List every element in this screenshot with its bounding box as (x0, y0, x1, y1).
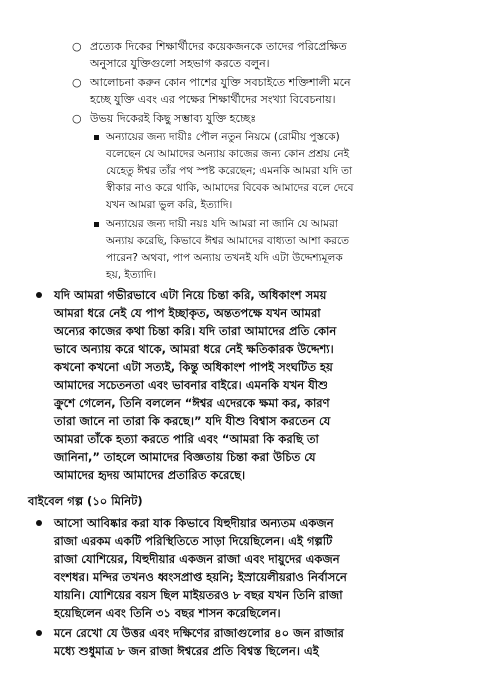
argument-item (54, 129, 457, 214)
hollow-bullet-icon: ○ (72, 76, 82, 89)
text-line: আলোচনা করুন কোন পাশের যুক্তি সবচাইতে শক্তিশালী মনে (90, 76, 351, 89)
text-line: আমাদের সচেতনতা এবং ভাবনার বাইরে। এমনকি যখন যীশু (54, 378, 328, 392)
text-line: ক্রুশে গেলেন, তিনি বললেন “ঈশ্বর এদেরকে ক্ষমা কর, কারণ (54, 396, 330, 410)
argument-item (54, 216, 457, 284)
discussion-step (54, 110, 457, 127)
story-point (24, 624, 457, 660)
square-bullet-icon (94, 222, 99, 227)
text-line: হয়েছিলেন এবং তিনি ৩১ বছর শাসন করেছিলেন। (54, 606, 281, 620)
filled-bullet-icon (36, 630, 42, 636)
text-line: মনে রেখো যে উত্তর এবং দক্ষিণের রাজাগুলোর ৪০ জন রাজার (54, 626, 344, 640)
text-line: যদি আমরা গভীরভাবে এটা নিয়ে চিন্তা করি, অধিকাংশ সময় (54, 288, 327, 302)
text-line: যায়নি। যোশিয়ের বয়স ছিল মাইয়তরও ৮ বছর যখন তিনি রাজা (54, 588, 343, 602)
text-line: হয়, ইত্যাদি। (106, 269, 157, 281)
story-point (24, 514, 457, 622)
text-line: পারেন? অথবা, পাপ অন্যায় তখনই যদি এটা উদ্দেশ্যমূলক (106, 252, 343, 264)
section-heading: বাইবেল গল্প (১০ মিনিট) (28, 494, 143, 508)
text-line: যেহেতু ঈশ্বর তাঁর পথ স্পষ্ট করেছেন; এমনকি আমরা যদি তা (106, 165, 353, 177)
text-line: বংশধর। মন্দির তখনও ধ্বংসপ্রাপ্ত হয়নি; ইস্রায়েলীয়রাও নির্বাসনে (54, 570, 347, 584)
text-line: আমাদের হৃদয় আমাদের প্রতারিত করেছে। (54, 468, 246, 482)
filled-bullet-icon (36, 292, 42, 298)
text-line: মধ্যে শুধুমাত্র ৮ জন রাজা ঈশ্বরের প্রতি বিশ্বস্ত ছিলেন। এই (54, 644, 319, 658)
text-line: তারা জানে না তারা কি করছে।” যদি যীশু বিশ্বাস করতেন যে (54, 414, 331, 428)
text-line: উভয় দিকেরই কিছু সম্ভাব্য যুক্তি হচ্ছেঃ (90, 112, 257, 125)
text-line: প্রত্যেক দিকের শিক্ষার্থীদের কয়েকজনকে তাদের পরিপ্রেক্ষিত (90, 40, 347, 53)
discussion-step (54, 38, 457, 72)
text-line: আমরা ধরে নেই যে পাপ ইচ্ছাকৃত, অন্ততপক্ষে যখন আমরা (54, 306, 321, 320)
text-line: অন্যায় করেছি, কিভাবে ঈশ্বর আমাদের বাধ্যতা আশা করতে (106, 235, 350, 247)
hollow-bullet-icon: ○ (72, 40, 82, 53)
text-line: অনুসারে যুক্তিগুলো সহভাগ করতে বলুন। (90, 57, 270, 70)
hollow-bullet-icon: ○ (72, 112, 82, 125)
filled-bullet-icon (36, 520, 42, 526)
text-line: আমরা তাঁকে হত্যা করতে পারি এবং “আমরা কি করছি তা (54, 432, 319, 446)
text-line: স্বীকার নাও করে থাকি, আমাদের বিবেক আমাদের বলে দেবে (106, 182, 354, 194)
text-line: হচ্ছে যুক্তি এবং এর পক্ষের শিক্ষার্থীদের সংখ্যা বিবেচনায়। (90, 93, 336, 106)
text-line: জানিনা,” তাহলে আমাদের বিজ্ঞতায় চিন্তা করা উচিত যে (54, 450, 316, 464)
text-line: যখন আমরা ভুল করি, ইত্যাদি। (106, 199, 233, 211)
text-line: অন্যায়ের জন্য দায়ী নয়ঃ যদি আমরা না জানি যে আমরা (106, 218, 338, 230)
text-line: অন্যায়ের জন্য দায়ীঃ পৌল নতুন নিয়মে (রোমীয় পুস্তকে) (106, 131, 340, 143)
text-line: বলেছেন যে আমাদের অন্যায় কাজের জন্য কোন প্রশ্রয় নেই (106, 148, 350, 160)
text-line: অন্যের কাজের কথা চিন্তা করি। যদি তারা আমাদের প্রতি কোন (54, 324, 337, 338)
discussion-step (54, 74, 457, 108)
text-line: রাজা এরকম একটি পরিস্থিতিতে সাড়া দিয়েছিলেন। এই গল্পটি (54, 534, 333, 548)
text-line: রাজা যোশিয়ের, যিহুদীয়ার একজন রাজা এবং দায়ুদের একজন (54, 552, 340, 566)
text-line: কখনো কখনো এটা সত্যই, কিন্তু অধিকাংশ পাপই সংঘটিত হয় (54, 360, 333, 374)
text-line: আসো আবিষ্কার করা যাক কিভাবে যিহুদীয়ার অন্যতম একজন (54, 516, 334, 530)
square-bullet-icon (94, 135, 99, 140)
text-line: ভাবে অন্যায় করে থাকে, আমরা ধরে নেই ক্ষতিকারক উদ্দেশ্য। (54, 342, 334, 356)
main-point (24, 286, 457, 484)
